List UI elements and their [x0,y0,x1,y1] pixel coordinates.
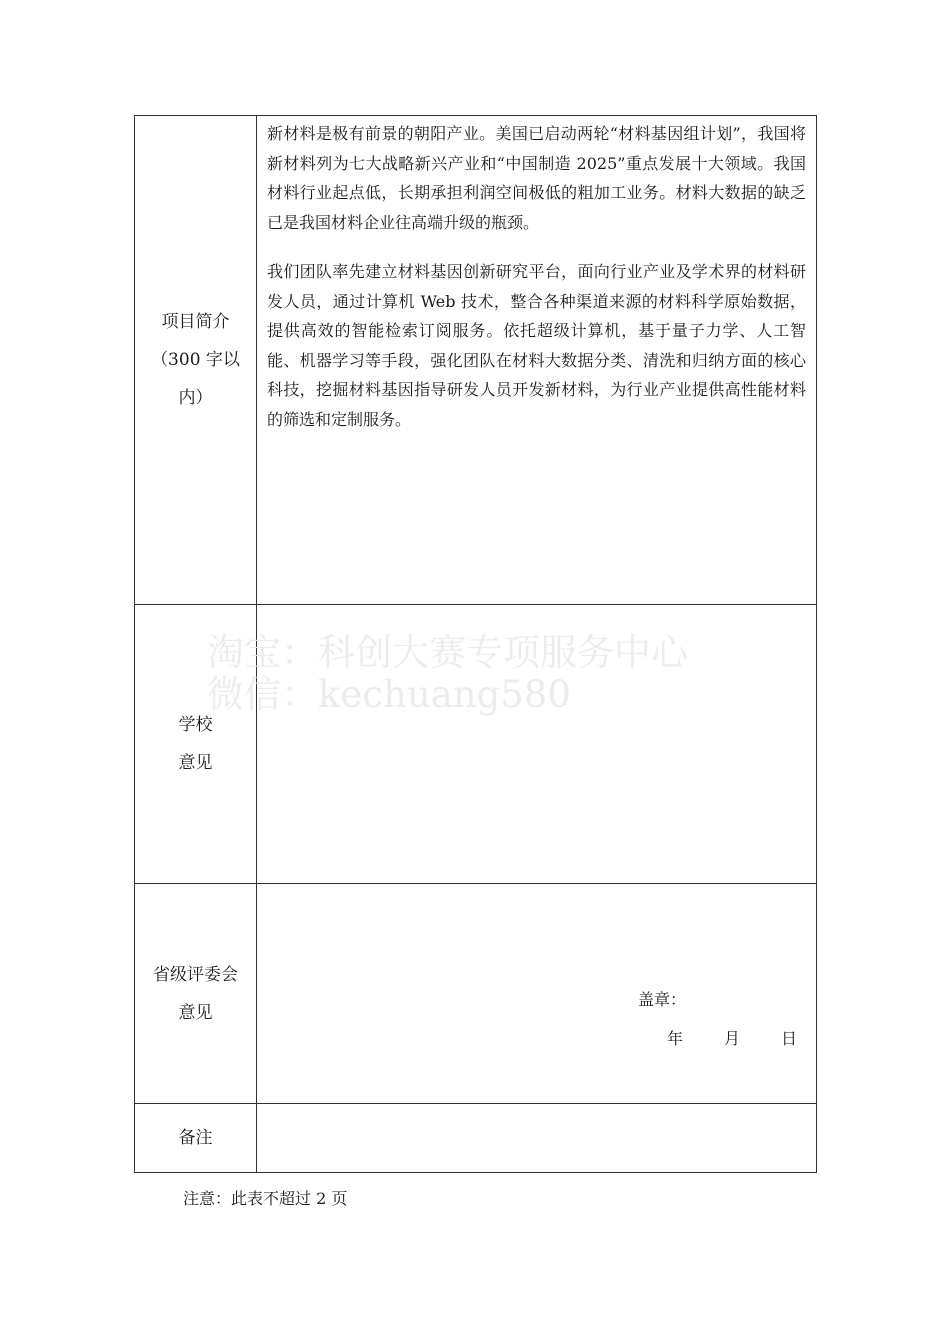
date-day-label: 日 [781,1029,798,1048]
provincial-opinion-label [135,884,257,1104]
provincial-opinion-label-line-2: 意见 [178,1002,213,1023]
project-intro-label-line-1: 项目简介 [161,312,230,332]
intro-paragraph-2: 我们团队率先建立材料基因创新研究平台，面向行业产业及学术界的材料研发人员，通过计算机 Web 技术，整合各种渠道来源的材料科学原始数据，提供高效的智能检索订阅服务。依托超级计算机，基于量子力学、人工智能、机器学习等手段，强化团队在材料大数据分类、清洗和归纳方面的核心科技，挖掘材料基因指导研发人员开发新材料，为行业产业提供高性能材料的筛选和定制服务。 [267,262,806,429]
intro-paragraph-1: 新材料是极有前景的朝阳产业。美国已启动两轮“材料基因组计划”，我国将新材料列为七大战略新兴产业和“中国制造 2025”重点发展十大领域。我国材料行业起点低，长期承担利润空间极低的粗加工业务。材料大数据的缺乏已是我国材料企业往高端升级的瓶颈。 [267,124,806,232]
watermark-line-1: 淘宝：科创大赛专项服务中心 [207,631,688,674]
application-form-table [134,115,817,1173]
project-intro-label-line-2: （300 字以 [151,350,240,370]
project-intro-label-line-3: 内） [178,388,213,408]
remark-label: 备注 [135,1104,257,1173]
project-intro-label [135,116,257,605]
date-month-label: 月 [724,1029,741,1048]
date-year-label: 年 [667,1029,684,1048]
project-intro-row [135,116,817,605]
school-opinion-label-line-2: 意见 [178,753,213,773]
school-opinion-row [135,605,817,884]
provincial-opinion-row [135,884,817,1104]
page-limit-note: 注意：此表不超过 2 页 [183,1189,348,1208]
watermark-line-2: 微信：kechuang580 [207,673,571,716]
provincial-opinion-label-line-1: 省级评委会 [153,964,238,985]
school-opinion-label [135,605,257,884]
provincial-opinion-field[interactable] [257,884,817,1104]
school-opinion-field[interactable] [257,605,817,884]
school-opinion-label-line-1: 学校 [178,715,213,735]
remark-field[interactable] [257,1104,817,1173]
project-intro-content[interactable] [257,116,817,605]
remark-row [135,1104,817,1173]
stamp-label: 盖章： [638,990,687,1009]
